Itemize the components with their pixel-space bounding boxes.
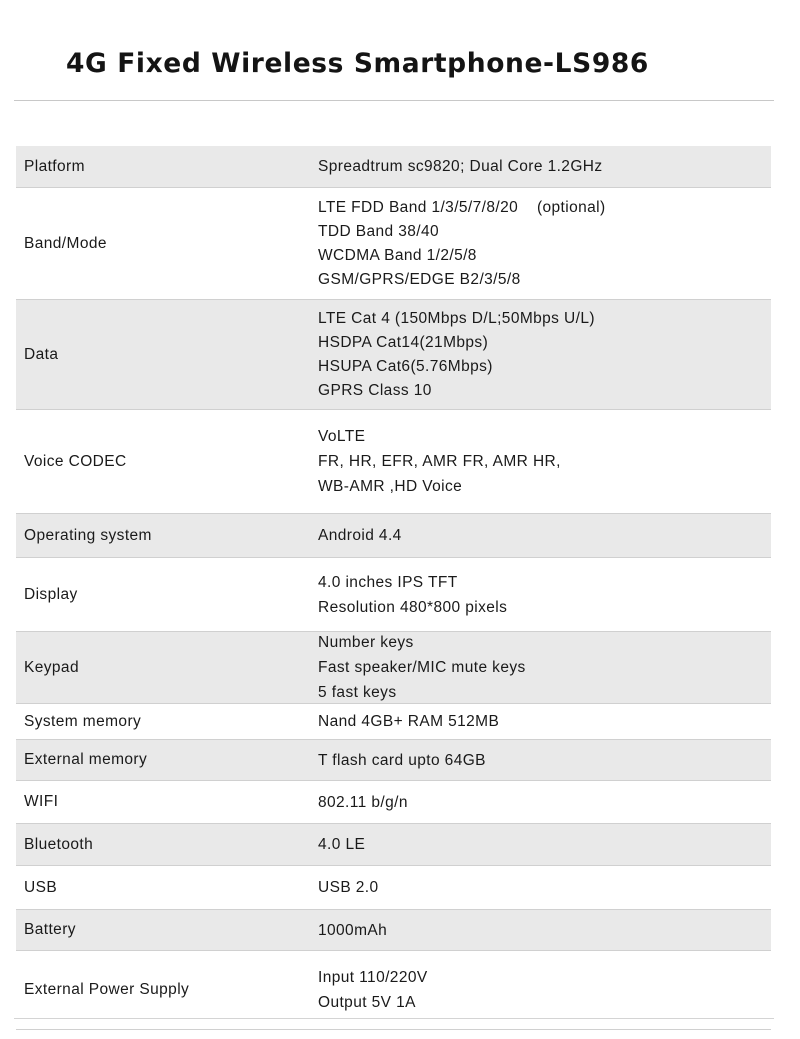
spec-value-line: Resolution 480*800 pixels — [318, 598, 508, 616]
spec-row — [16, 558, 771, 632]
spec-value-line: 1000mAh — [318, 921, 388, 939]
spec-row — [16, 704, 771, 740]
spec-value-line: Android 4.4 — [318, 527, 402, 544]
page-title: 4G Fixed Wireless Smartphone-LS986 — [66, 48, 649, 79]
spec-label: Operating system — [24, 526, 152, 544]
spec-value-line: Nand 4GB+ RAM 512MB — [318, 713, 500, 730]
spec-label: Keypad — [24, 658, 79, 676]
spec-value-line: 4.0 inches IPS TFT — [318, 573, 458, 591]
spec-value — [318, 740, 771, 780]
spec-value — [318, 824, 771, 865]
spec-row — [16, 410, 771, 514]
spec-value-line: 802.11 b/g/n — [318, 793, 408, 811]
spec-row — [16, 146, 771, 188]
spec-value-line: TDD Band 38/40 — [318, 222, 440, 240]
spec-label: Band/Mode — [24, 234, 107, 252]
spec-row — [16, 866, 771, 910]
spec-value-line: Input 110/220V — [318, 969, 428, 986]
spec-value-line: Fast speaker/MIC mute keys — [318, 659, 526, 676]
spec-row — [16, 514, 771, 558]
spec-label: WIFI — [24, 793, 59, 810]
spec-label: Battery — [24, 921, 76, 938]
spec-value-line: 5 fast keys — [318, 684, 397, 701]
spec-label: Data — [24, 345, 59, 363]
spec-row — [16, 632, 771, 704]
spec-value — [318, 704, 771, 739]
spec-value-line: Spreadtrum sc9820; Dual Core 1.2GHz — [318, 158, 603, 175]
spec-label: System memory — [24, 712, 142, 730]
spec-value — [318, 300, 771, 409]
spec-label: Display — [24, 585, 78, 603]
spec-value-line: HSDPA Cat14(21Mbps) — [318, 333, 489, 351]
spec-value-line: GPRS Class 10 — [318, 381, 432, 399]
spec-row — [16, 300, 771, 410]
spec-value-line: T flash card upto 64GB — [318, 751, 486, 769]
spec-value — [318, 632, 771, 703]
spec-value — [318, 781, 771, 823]
spec-value-line: 4.0 LE — [318, 836, 366, 853]
spec-value-line: FR, HR, EFR, AMR FR, AMR HR, — [318, 453, 561, 470]
spec-label: External Power Supply — [24, 981, 190, 998]
spec-row — [16, 188, 771, 300]
spec-value-line: WB-AMR ,HD Voice — [318, 478, 463, 495]
spec-value — [318, 188, 771, 299]
spec-table — [16, 146, 771, 1030]
spec-value-line: Output 5V 1A — [318, 994, 416, 1011]
spec-value-line: LTE FDD Band 1/3/5/7/8/20 (optional) — [318, 198, 606, 216]
bottom-divider — [14, 1018, 774, 1019]
spec-value-line: LTE Cat 4 (150Mbps D/L;50Mbps U/L) — [318, 309, 595, 327]
spec-label: Bluetooth — [24, 835, 94, 853]
spec-value — [318, 410, 771, 513]
spec-value — [318, 910, 771, 950]
spec-value — [318, 146, 771, 187]
spec-label: Platform — [24, 157, 85, 175]
spec-value-line: USB 2.0 — [318, 879, 379, 896]
spec-value — [318, 558, 771, 631]
spec-row — [16, 824, 771, 866]
spec-label: USB — [24, 878, 58, 896]
spec-value-line: GSM/GPRS/EDGE B2/3/5/8 — [318, 270, 521, 288]
spec-label: Voice CODEC — [24, 452, 127, 470]
spec-value — [318, 866, 771, 909]
spec-value — [318, 514, 771, 557]
spec-row — [16, 910, 771, 951]
spec-label: External memory — [24, 751, 148, 768]
title-divider — [14, 100, 774, 101]
spec-value-line: WCDMA Band 1/2/5/8 — [318, 246, 477, 264]
spec-row — [16, 740, 771, 781]
spec-value-line: VoLTE — [318, 428, 366, 445]
spec-value-line: Number keys — [318, 634, 414, 651]
spec-row — [16, 781, 771, 824]
spec-value-line: HSUPA Cat6(5.76Mbps) — [318, 357, 493, 375]
